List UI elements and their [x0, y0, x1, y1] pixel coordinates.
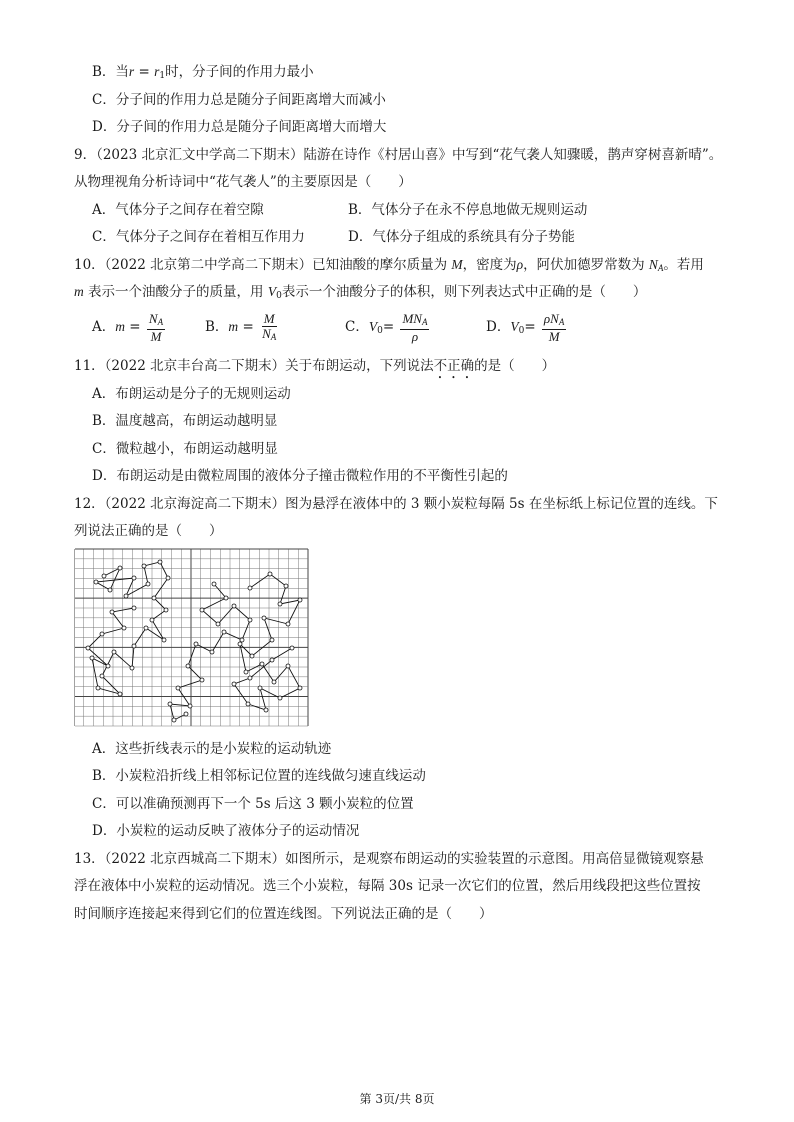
page-number: 第 3页/共 8页: [359, 1092, 435, 1106]
position-mark: [248, 586, 252, 590]
position-mark: [96, 686, 100, 690]
position-mark: [152, 596, 156, 600]
position-mark: [290, 646, 294, 650]
position-mark: [188, 704, 192, 708]
position-mark: [248, 618, 252, 622]
position-mark: [94, 580, 98, 584]
position-mark: [132, 644, 136, 648]
q12-option-d: D．小炭粒的运动反映了液体分子的运动情况: [92, 823, 360, 839]
q9-option-c: C．气体分子之间存在着相互作用力: [92, 229, 305, 245]
q8-option-d: D．分子间的作用力总是随分子间距离增大而增大: [92, 119, 387, 135]
fraction-rhona-over-m: $\frac{\rho N_A}{M}$: [543, 310, 565, 344]
grid-paper: [74, 549, 308, 726]
q9-option-d: D．气体分子组成的系统具有分子势能: [348, 229, 575, 245]
q11-option-c: C．微粒越小，布朗运动越明显: [92, 441, 278, 457]
position-mark: [132, 576, 136, 580]
position-mark: [108, 588, 112, 592]
q11-option-a: A．布朗运动是分子的无规则运动: [92, 386, 291, 402]
q10-option-b: B．m = $\frac{M}{N_A}$: [205, 310, 277, 342]
position-mark: [90, 656, 94, 660]
q10-stem-line2: m 表示一个油酸分子的质量，用 $V_0$表示一个油酸分子的体积，则下列表达式中正确的是（ ）: [74, 284, 647, 301]
position-mark: [118, 566, 122, 570]
position-mark: [270, 658, 274, 662]
position-mark: [158, 560, 162, 564]
position-mark: [118, 692, 122, 696]
position-mark: [184, 712, 188, 716]
position-mark: [248, 676, 252, 680]
fraction-m-over-na: $\frac{M}{N_A}$: [262, 310, 277, 342]
position-mark: [272, 680, 276, 684]
particle-marks: [86, 560, 302, 722]
q10-option-d: D．$V_0=$ $\frac{\rho N_A}{M}$: [486, 310, 565, 344]
position-mark: [232, 682, 236, 686]
position-mark: [264, 708, 268, 712]
position-mark: [130, 666, 134, 670]
position-mark: [168, 702, 172, 706]
position-mark: [224, 596, 228, 600]
position-mark: [216, 622, 220, 626]
position-mark: [122, 626, 126, 630]
position-mark: [298, 598, 302, 602]
q13-stem-line3: 时间顺序连接起来得到它们的位置连线图。下列说法正确的是（ ）: [74, 906, 493, 922]
q12-stem-line1: 12．（2022 北京海淀高二下期末）图为悬浮在液体中的 3 颗小炭粒每隔 5s 在坐标纸上标记位置的连线。下: [74, 496, 718, 512]
position-mark: [250, 654, 254, 658]
position-mark: [132, 606, 136, 610]
brownian-motion-figure: [74, 548, 310, 728]
position-mark: [232, 604, 236, 608]
position-mark: [110, 610, 114, 614]
position-mark: [262, 616, 266, 620]
position-mark: [150, 618, 154, 622]
position-mark: [100, 674, 104, 678]
position-mark: [210, 650, 214, 654]
q12-stem-line2: 列说法正确的是（ ）: [74, 523, 223, 539]
position-mark: [240, 638, 244, 642]
position-mark: [166, 576, 170, 580]
q9-option-b: B．气体分子在永不停息地做无规则运动: [348, 202, 588, 218]
position-mark: [176, 686, 180, 690]
q12-option-a: A．这些折线表示的是小炭粒的运动轨迹: [92, 741, 332, 757]
position-mark: [246, 702, 250, 706]
q13-stem-line1: 13．（2022 北京西城高二下期末）如图所示，是观察布朗运动的实验装置的示意图。用高倍显微镜观察悬: [74, 851, 704, 867]
position-mark: [222, 630, 226, 634]
position-mark: [142, 564, 146, 568]
position-mark: [270, 638, 274, 642]
q8-option-b: B．当$r = r_1$时，分子间的作用力最小: [92, 64, 314, 81]
position-mark: [244, 670, 248, 674]
position-mark: [124, 594, 128, 598]
position-mark: [186, 664, 190, 668]
q10-option-c: C．$V_0=$ $\frac{MN_A}{\rho}$: [345, 310, 428, 344]
q9-stem-line2: 从物理视角分析诗词中“花气袭人”的主要原因是（ ）: [74, 174, 412, 190]
position-mark: [284, 584, 288, 588]
position-mark: [164, 608, 168, 612]
q11-option-d: D．布朗运动是由微粒周围的液体分子撞击微粒作用的不平衡性引起的: [92, 468, 508, 484]
particle-path-1: [88, 562, 168, 694]
emphasis-not-correct: 不正确: [433, 358, 475, 374]
position-mark: [212, 582, 216, 586]
q11-stem: 11．（2022 北京丰台高二下期末）关于布朗运动，下列说法不正确的是（ ）: [74, 358, 556, 374]
q13-stem-line2: 浮在液体中小炭粒的运动情况。选三个小炭粒，每隔 30s 记录一次它们的位置，然后用线段把这些位置按: [74, 878, 701, 894]
q8-option-c: C．分子间的作用力总是随分子间距离增大而减小: [92, 92, 386, 108]
position-mark: [278, 696, 282, 700]
position-mark: [162, 638, 166, 642]
fraction-na-over-m: $\frac{N_A}{M}$: [148, 310, 164, 344]
position-mark: [102, 574, 106, 578]
position-mark: [268, 572, 272, 576]
position-mark: [260, 662, 264, 666]
q10-option-a: A．m = $\frac{N_A}{M}$: [92, 310, 164, 344]
position-mark: [200, 608, 204, 612]
position-mark: [200, 678, 204, 682]
position-mark: [86, 646, 90, 650]
q12-option-c: C．可以准确预测再下一个 5s 后这 3 颗小炭粒的位置: [92, 796, 414, 812]
position-mark: [100, 632, 104, 636]
q12-option-b: B．小炭粒沿折线上相邻标记位置的连线做匀速直线运动: [92, 768, 426, 784]
position-mark: [144, 626, 148, 630]
position-mark: [286, 664, 290, 668]
position-mark: [106, 664, 110, 668]
position-mark: [146, 582, 150, 586]
position-mark: [278, 602, 282, 606]
position-mark: [238, 642, 242, 646]
position-mark: [194, 642, 198, 646]
position-mark: [112, 650, 116, 654]
q11-option-b: B．温度越高，布朗运动越明显: [92, 413, 278, 429]
fraction-mna-over-rho: $\frac{MN_A}{\rho}$: [402, 310, 428, 344]
q9-option-a: A．气体分子之间存在着空隙: [92, 202, 264, 218]
position-mark: [258, 686, 262, 690]
particle-path-3: [234, 574, 300, 710]
position-mark: [286, 622, 290, 626]
q10-stem-line1: 10．（2022 北京第二中学高二下期末）已知油酸的摩尔质量为 M，密度为ρ，阿伏加德罗常数为 $N_A$。若用: [74, 257, 704, 273]
position-mark: [298, 686, 302, 690]
position-mark: [172, 718, 176, 722]
q9-stem-line1: 9．（2023 北京汇文中学高二下期末）陆游在诗作《村居山喜》中写到“花气袭人知骤暖，鹊声穿树喜新晴”。: [74, 147, 723, 163]
